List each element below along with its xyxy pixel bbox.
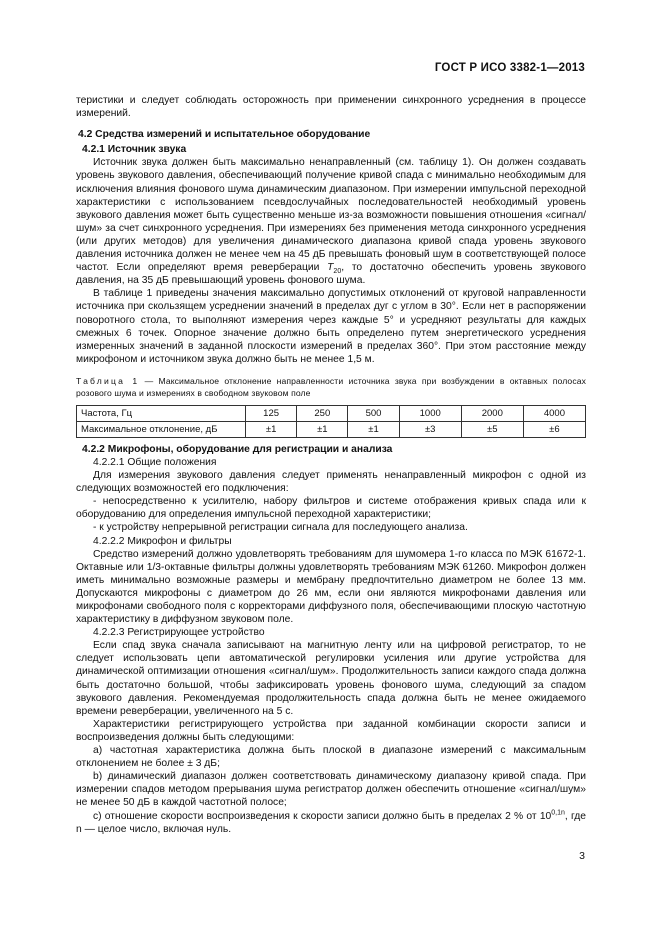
table-cell: 250	[297, 405, 348, 421]
general-provisions-paragraph: Для измерения звукового давления следует применять ненаправленный микрофон с одной из следующих возможностей его подключения:	[76, 470, 586, 495]
table-1-label: Таблица 1	[76, 375, 140, 386]
section-4-2-2-2-title: 4.2.2.2 Микрофон и фильтры	[93, 535, 232, 547]
sound-source-paragraph-2: В таблице 1 приведены значения максимально допустимых отклонений от круговой направленности источника при скользящем усреднении значений в пределах дуг с углом в 30°. Если нет в распоряжении поворотного стола, то выполняют измерения через каждые 5° и усредняют результаты для каждых смежных 6 точек. Опорное значение должно быть определено путем энергетического усреднения измеренных значений в заданной плоскости измерений в пределах 360°. При этом расстояние между микрофоном и источником звука должно быть не менее 1,5 м.	[76, 288, 586, 365]
table-row-deviation	[77, 421, 586, 437]
table-cell: ±1	[246, 421, 297, 437]
document-body	[76, 94, 586, 836]
list-item-b: b) динамический диапазон должен соответствовать динамическому диапазону кривой спада. При измерении спадов методом прерывания шума регистратор должен обеспечить отношение «сигнал/шум» не менее 50 дБ в каждой частотной полосе;	[76, 771, 586, 809]
table-cell: ±1	[348, 421, 399, 437]
list-item: - к устройству непрерывной регистрации сигнала для последующего анализа.	[93, 522, 468, 534]
sound-source-text-b: , то достаточно обеспечить уровень звукового давления, на 35 дБ превышающий уровень фонового шума.	[76, 262, 586, 287]
table-cell: ±3	[399, 421, 461, 437]
list-item-c-text-a: с) отношение скорости воспроизведения к скорости записи должно быть в пределах 2 % от 10	[93, 810, 552, 822]
sound-source-paragraph-1	[76, 156, 586, 287]
table-row-header: Максимальное отклонение, дБ	[77, 421, 246, 437]
page-number: 3	[579, 850, 585, 862]
list-item: - непосредственно к усилителю, набору фильтров и системе отображения кривых спада или к оборудованию для определения импульсной переходной характеристики;	[76, 496, 586, 521]
table-cell: ±1	[297, 421, 348, 437]
table-1-caption	[76, 375, 586, 399]
table-row-frequency	[77, 405, 586, 421]
section-4-2-1-title: 4.2.1 Источник звука	[82, 144, 187, 156]
table-cell: ±5	[461, 421, 523, 437]
list-item-c	[76, 810, 586, 836]
section-4-2-2-title: 4.2.2 Микрофоны, оборудование для регистрации и анализа	[82, 443, 393, 455]
table-1	[76, 405, 586, 438]
document-header: ГОСТ Р ИСО 3382-1—2013	[434, 62, 585, 74]
sound-source-text-a: Источник звука должен быть максимально ненаправленный (см. таблицу 1). Он должен создавать уровень звукового давления, обеспечивающий получение кривой спада с минимально необходимым для исключения влияния фонового шума динамическим диапазоном. При измерении импульсной переходной характеристики с использованием псевдослучайных последовательностей необходимый уровень звукового давления может быть существенно меньше из-за возможности повышения отношения «сигнал/шум» за счет синхронного усреднения. При измерениях без применения метода синхронного усреднения (или других методов) для увеличения динамического диапазона кривой спада уровень звукового давления источника должен не менее чем на 45 дБ превышать фоновый шум в соответствующей полосе частот. Если определяют время реверберации	[76, 157, 586, 274]
t20-subscript: 20	[333, 268, 342, 276]
list-item-a: а) частотная характеристика должна быть плоской в диапазоне измерений с максимальным отклонением не более ± 3 дБ;	[76, 745, 586, 770]
table-cell: 2000	[461, 405, 523, 421]
recording-device-paragraph-1: Если спад звука сначала записывают на магнитную ленту или на цифровой регистратор, то не следует использовать цепи автоматической регулировки усиления или другие устройства для динамической оптимизации отношения «сигнал/шум». Продолжительность записи каждого спада должна быть достаточно большой, чтобы зафиксировать уровень фонового шума, следующий за спадом звукового давления. Рекомендуемая продолжительность спада должна быть не менее ожидаемого времени реверберации, увеличенного на 5 с.	[76, 640, 586, 717]
t20-symbol: T	[327, 262, 334, 274]
list-item-c-text-b: , где n — целое число, включая нуль.	[76, 810, 587, 835]
table-cell: 1000	[399, 405, 461, 421]
section-4-2-title: 4.2 Средства измерений и испытательное оборудование	[78, 129, 371, 141]
table-cell: 4000	[523, 405, 585, 421]
table-cell: ±6	[523, 421, 585, 437]
table-1-caption-text: — Максимальное отклонение направленности источника звука при возбуждении в октавных полосах розового шума и измерениях в свободном звуковом поле	[76, 375, 586, 398]
recording-device-paragraph-2: Характеристики регистрирующего устройства при заданной комбинации скорости записи и воспроизведения должны быть следующими:	[76, 718, 586, 743]
table-cell: 125	[246, 405, 297, 421]
intro-continuation: теристики и следует соблюдать осторожность при применении синхронного усреднения в процессе измерений.	[76, 95, 586, 120]
exponent: 0,1n	[551, 809, 565, 817]
table-cell: 500	[348, 405, 399, 421]
section-4-2-2-3-title: 4.2.2.3 Регистрирующее устройство	[93, 627, 265, 639]
table-row-header: Частота, Гц	[77, 405, 246, 421]
microphone-filters-paragraph: Средство измерений должно удовлетворять требованиям для шумомера 1-го класса по МЭК 61672-1. Октавные или 1/3-октавные фильтры должны удовлетворять требованиям МЭК 61260. Микрофон должен иметь минимально возможные размеры и мембрану предпочтительно диаметром не более 13 мм. Допускаются микрофоны с диаметром до 26 мм, если они являются микрофонами давления или микрофонами свободного поля с корректорами диффузного поля, обеспечивающими плоскую частотную характеристику в диффузном звуковом поле.	[76, 548, 586, 626]
section-4-2-2-1-title: 4.2.2.1 Общие положения	[93, 456, 217, 468]
